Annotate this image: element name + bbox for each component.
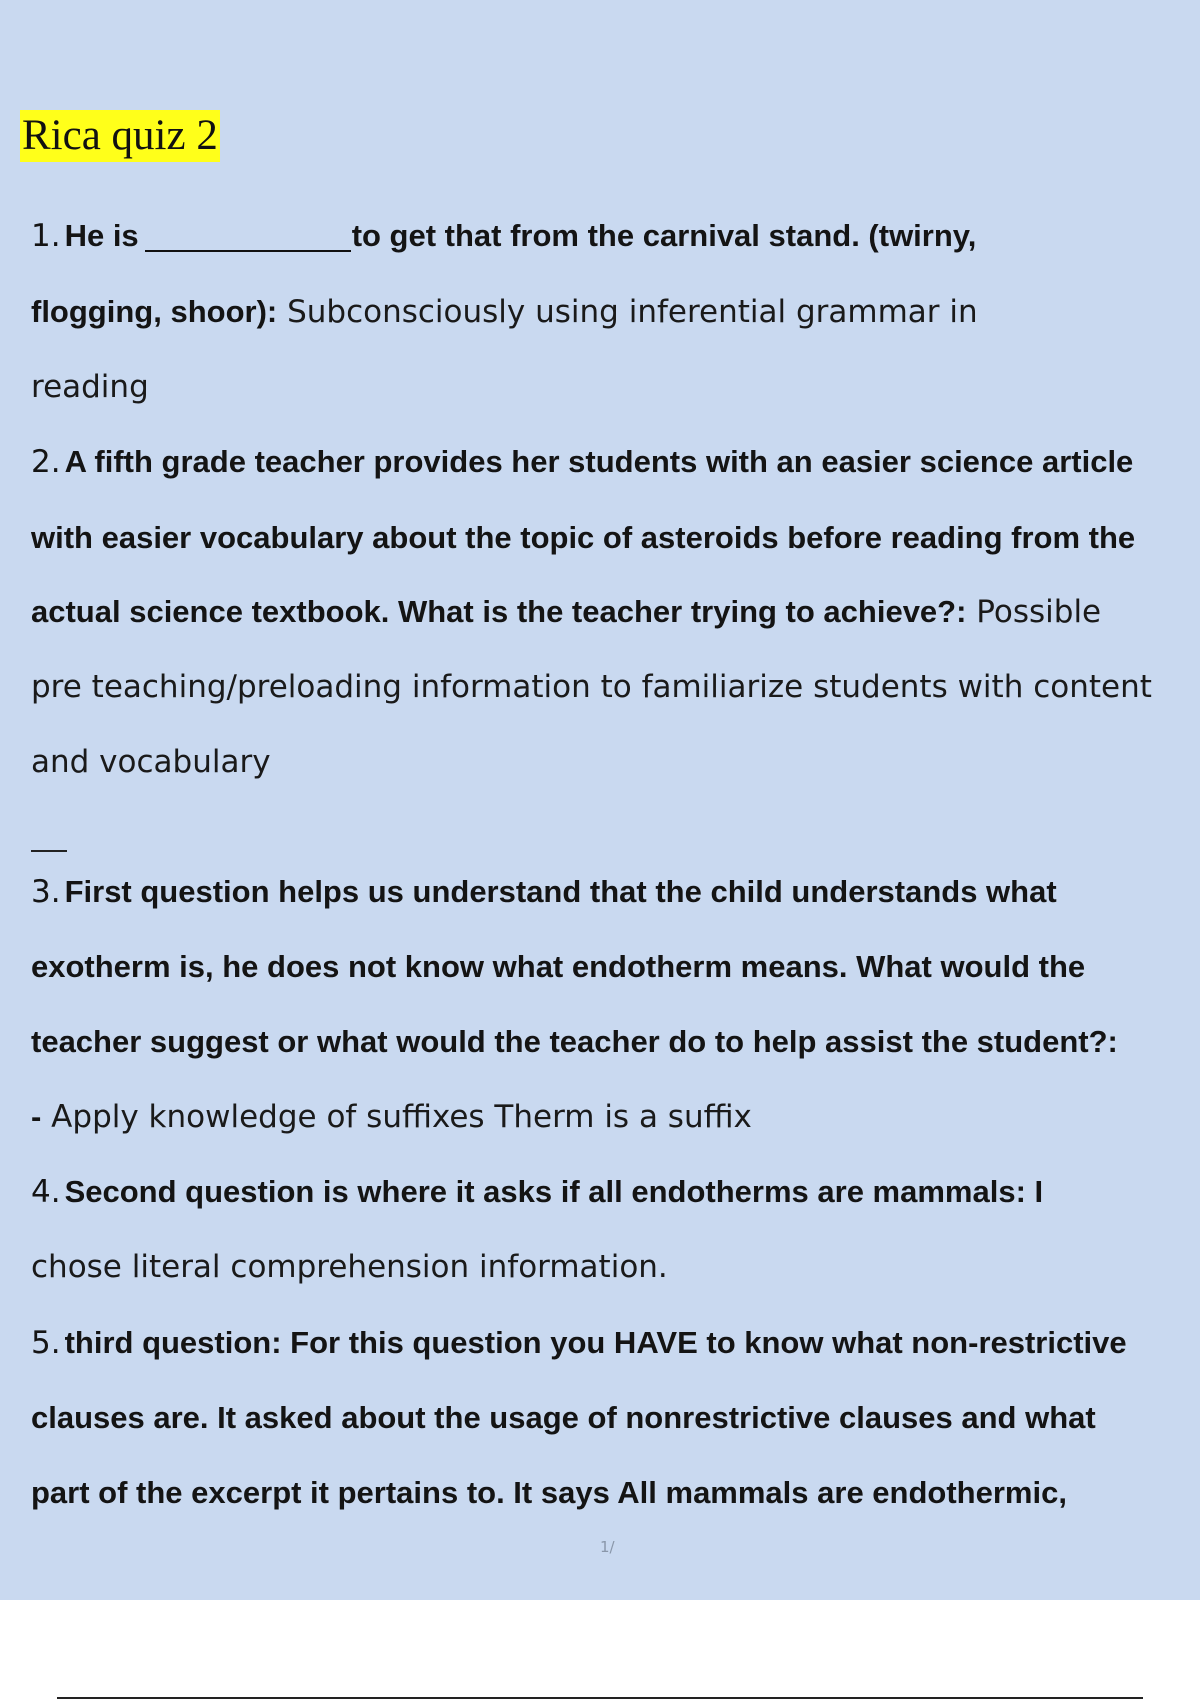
q4-line-1 [31,1172,1043,1212]
q3-question-1: First question helps us understand that the child understands what [64,874,1057,909]
q3-line-4 [31,1097,752,1137]
q2-line-5: and vocabulary [31,744,271,780]
q2-line-1 [31,442,1133,482]
q3-answer: Apply knowledge of suffixes Therm is a suffix [41,1099,752,1135]
quiz-title: Rica quiz 2 [20,110,220,162]
q3-number: 3. [31,874,61,910]
q5-line-3: part of the excerpt it pertains to. It says All mammals are endothermic, [31,1475,1067,1510]
q1-line-1 [31,216,976,256]
q5-line-2: clauses are. It asked about the usage of nonrestrictive clauses and what [31,1400,1096,1435]
q2-answer-start: Possible [966,594,1102,630]
q1-prefix: He is [64,218,139,253]
page-number: 1/ [600,1538,615,1556]
answer-blank [145,250,351,252]
q3-bullet: - [31,1099,42,1134]
q2-question-end: actual science textbook. What is the teacher trying to achieve?: [31,594,967,629]
q5-number: 5. [31,1325,61,1361]
q3-line-1 [31,872,1057,912]
q1-line-3: reading [31,369,149,405]
q5-line-1 [31,1323,1127,1363]
q2-line-3 [31,592,1101,632]
q1-question-end: flogging, shoor): [31,294,278,329]
q5-question-1: third question: For this question you HAVE to know what non-restrictive [64,1325,1127,1360]
q4-question: Second question is where it asks if all endotherms are mammals: I [64,1174,1044,1209]
q2-question-1: A fifth grade teacher provides her students with an easier science article [64,444,1134,479]
q4-line-2: chose literal comprehension information. [31,1249,668,1285]
footer-rule [57,1697,1143,1699]
q3-line-3: teacher suggest or what would the teacher do to help assist the student?: [31,1024,1118,1059]
q4-number: 4. [31,1174,61,1210]
q1-line-2 [31,292,978,332]
q3-line-2: exotherm is, he does not know what endotherm means. What would the [31,949,1086,984]
q1-number: 1. [31,218,61,254]
q2-line-2: with easier vocabulary about the topic of asteroids before reading from the [31,520,1136,555]
q2-number: 2. [31,444,61,480]
q1-suffix: to get that from the carnival stand. (twirny, [351,218,977,253]
q1-answer: Subconsciously using inferential grammar in [277,294,978,330]
separator-dash [31,850,67,852]
q2-line-4: pre teaching/preloading information to familiarize students with content [31,669,1152,705]
